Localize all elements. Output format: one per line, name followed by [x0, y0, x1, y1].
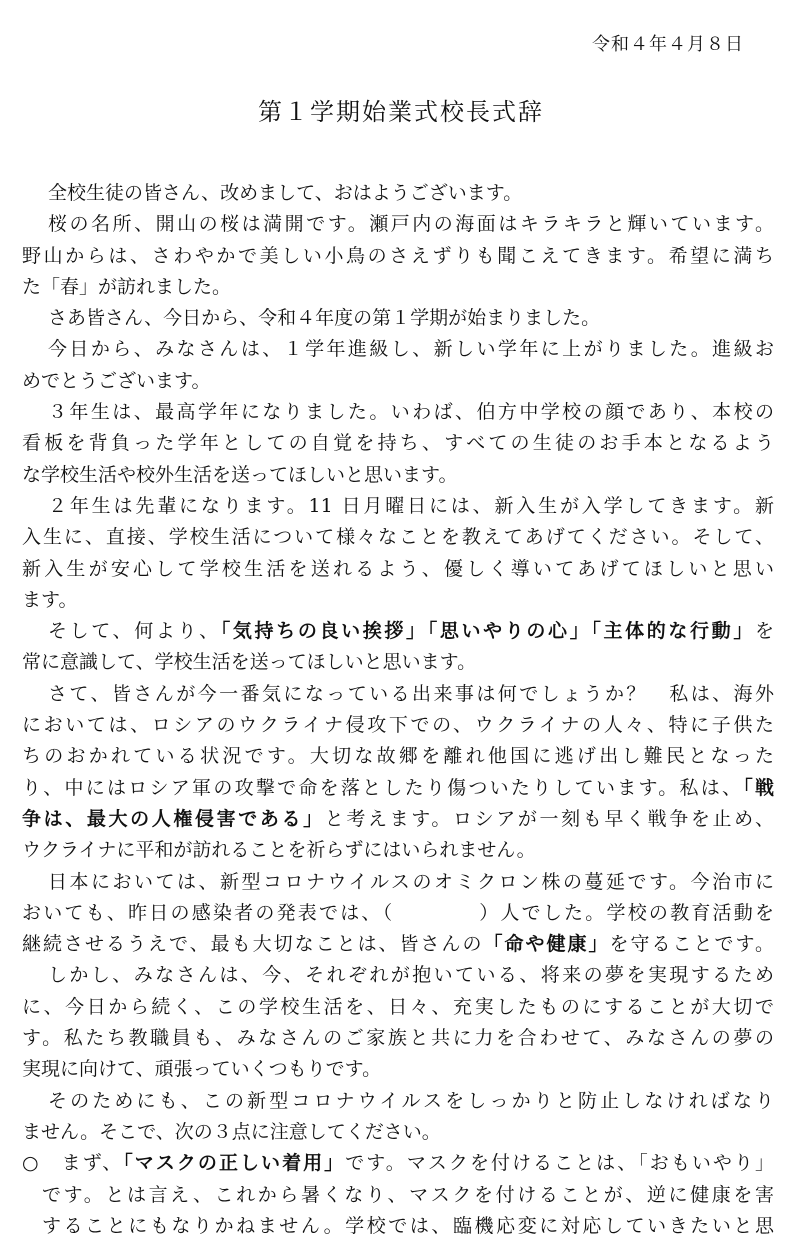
body-line [22, 366, 774, 397]
body-line [22, 303, 774, 334]
body-line [22, 460, 774, 491]
line-text: ２年生は先輩になります。11 日月曜日には、新入生が入学してきます。新 [48, 494, 774, 517]
body-line [22, 1180, 774, 1211]
line-text: ウクライナに平和が訪れることを祈らずにはいられません。 [22, 839, 536, 862]
body-line [22, 992, 774, 1023]
line-text: 常に意識して、学校生活を送ってほしいと思います。 [22, 651, 477, 674]
body-line [22, 178, 774, 209]
speech-date: 令和４年４月８日 [592, 34, 744, 55]
body-line [22, 397, 774, 428]
line-text: 今日から、みなさんは、１学年進級し、新しい学年に上がりました。進級お [48, 338, 774, 361]
line-text: 看板を背負った学年としての自覚を持ち、すべての生徒のお手本となるよう [22, 432, 774, 455]
line-text: 日本においては、新型コロナウイルスのオミクロン株の蔓延です。今治市に [48, 870, 774, 893]
line-text: 実現に向けて、頑張っていくつもりです。 [22, 1058, 382, 1081]
line-text: 新入生が安心して学校生活を送れるよう、優しく導いてあげてほしいと思い [22, 557, 774, 580]
body-line [22, 679, 774, 710]
line-text: 継続させるうえで、最も大切なことは、皆さんの [22, 933, 484, 956]
line-text: 全校生徒の皆さん、改めまして、おはようございます。 [48, 182, 523, 204]
body-line [22, 585, 774, 616]
body-line [22, 522, 774, 553]
line-text: ３年生は、最高学年になりました。いわば、伯方中学校の顔であり、本校の [48, 401, 774, 424]
speech-body [22, 178, 774, 1242]
body-line [22, 898, 774, 929]
body-line [22, 1086, 774, 1117]
line-text: です。とは言え、これから暑くなり、マスクを付けることが、逆に健康を害 [42, 1183, 774, 1206]
line-text: ちのおかれている状況です。大切な故郷を離れ他国に逃げ出し難民となった [22, 745, 774, 768]
body-line [22, 835, 774, 866]
emphasis-text: 「戦 [743, 776, 774, 799]
line-text: を [754, 620, 774, 643]
line-text: そのためにも、この新型コロナウイルスをしっかりと防止しなければなり [48, 1089, 774, 1112]
line-text: ます。 [22, 588, 78, 611]
line-text: です。マスクを付けることは、「おもいやり」 [345, 1152, 774, 1175]
line-text: 入生に、直接、学校生活について様々なことを教えてあげてください。そして、 [22, 526, 774, 549]
line-text: さて、皆さんが今一番気になっている出来事は何でしょうか？ 私は、海外 [48, 682, 774, 705]
line-text: おいても、昨日の感染者の発表では、（ ）人でした。学校の教育活動を [22, 901, 774, 924]
line-text: めでとうございます。 [22, 369, 211, 392]
body-line [22, 647, 774, 678]
line-text: することにもなりかねません。学校では、臨機応変に対応していきたいと思 [42, 1214, 774, 1237]
line-text: に、今日から続く、この学校生活を、日々、充実したものにすることが大切で [22, 995, 774, 1018]
body-line [22, 272, 774, 303]
body-line [22, 1211, 774, 1242]
line-text: においては、ロシアのウクライナ侵攻下での、ウクライナの人々、特に子供た [22, 714, 774, 737]
line-text: ○ まず、 [22, 1152, 124, 1175]
body-line [22, 867, 774, 898]
line-text: す。私たち教職員も、みなさんのご家族と共に力を合わせて、みなさんの夢の [22, 1027, 774, 1050]
body-line [22, 554, 774, 585]
body-line [22, 960, 774, 991]
body-line [22, 804, 774, 835]
emphasis-text: 「命や健康」 [483, 933, 610, 956]
line-text: と考えます。ロシアが一刻も早く戦争を止め、 [324, 807, 774, 830]
body-line [22, 1023, 774, 1054]
line-text: ません。そこで、次の３点に注意してください。 [22, 1120, 441, 1143]
body-line [22, 428, 774, 459]
body-line [22, 241, 774, 272]
line-text: そして、何より、 [48, 620, 221, 643]
body-line [22, 741, 774, 772]
body-line [22, 1117, 774, 1148]
body-line [22, 773, 774, 804]
body-line [22, 929, 774, 960]
body-line [22, 209, 774, 240]
line-text: 桜の名所、開山の桜は満開です。瀬戸内の海面はキラキラと輝いています。 [48, 213, 774, 236]
line-text: り、中にはロシア軍の攻撃で命を落としたり傷ついたりしています。私は、 [22, 776, 744, 799]
body-line [22, 1148, 774, 1179]
emphasis-text: 争は、最大の人権侵害である」 [22, 807, 325, 830]
body-line [22, 710, 774, 741]
line-text: しかし、みなさんは、今、それぞれが抱いている、将来の夢を実現するため [48, 964, 774, 987]
emphasis-text: 「気持ちの良い挨拶」「思いやりの心」「主体的な行動」 [220, 620, 755, 643]
body-line [22, 491, 774, 522]
body-line [22, 616, 774, 647]
line-text: た「春」が訪れました。 [22, 275, 232, 298]
speech-title: 第１学期始業式校長式辞 [258, 98, 544, 126]
line-text: さあ皆さん、今日から、令和４年度の第１学期が始まりました。 [48, 307, 601, 330]
line-text: な学校生活や校外生活を送ってほしいと思います。 [22, 463, 458, 486]
line-text: 野山からは、さわやかで美しい小鳥のさえずりも聞こえてきます。希望に満ち [22, 244, 774, 267]
emphasis-text: 「マスクの正しい着用」 [123, 1152, 346, 1175]
body-line [22, 334, 774, 365]
line-text: を守ることです。 [609, 933, 774, 956]
body-line [22, 1054, 774, 1085]
